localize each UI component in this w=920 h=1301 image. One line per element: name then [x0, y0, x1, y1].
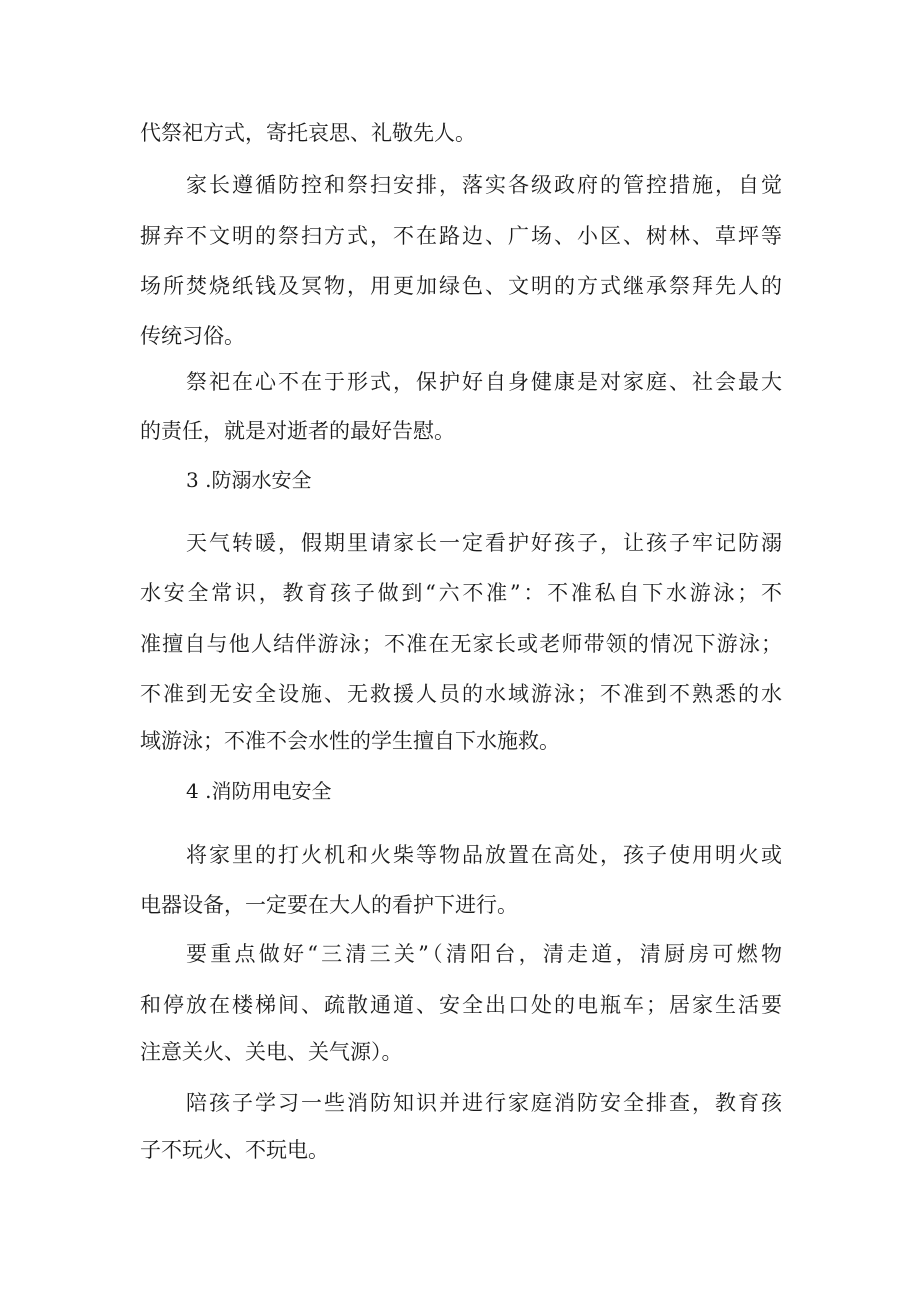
paragraph-line: 水安全常识，教育孩子做到“六不准”：不准私自下水游泳；不	[140, 581, 782, 605]
paragraph-line: 准擅自与他人结伴游泳；不准在无家长或老师带领的情况下游泳；	[140, 632, 782, 656]
paragraph-line: 天气转暖，假期里请家长一定看护好孩子，让孩子牢记防溺	[186, 531, 782, 555]
paragraph-line: 域游泳；不准不会水性的学生擅自下水施救。	[140, 729, 560, 753]
paragraph-line: 家长遵循防控和祭扫安排，落实各级政府的管控措施，自觉	[186, 173, 782, 197]
paragraph-line: 传统习俗。	[140, 324, 245, 348]
paragraph-line: 代祭祀方式，寄托哀思、礼敬先人。	[140, 121, 476, 145]
section-heading-fire: 4 .消防用电安全	[186, 779, 332, 803]
paragraph-line: 要重点做好“三清三关”（清阳台，清走道，清厨房可燃物	[186, 942, 782, 966]
paragraph-line: 摒弃不文明的祭扫方式，不在路边、广场、小区、树林、草坪等	[140, 224, 782, 248]
paragraph-line: 陪孩子学习一些消防知识并进行家庭消防安全排查，教育孩	[186, 1091, 782, 1115]
section-heading-drowning: 3 .防溺水安全	[186, 468, 312, 492]
paragraph-line: 场所焚烧纸钱及冥物，用更加绿色、文明的方式继承祭拜先人的	[140, 274, 782, 298]
paragraph-line: 祭祀在心不在于形式，保护好自身健康是对家庭、社会最大	[186, 370, 782, 394]
paragraph-line: 和停放在楼梯间、疏散通道、安全出口处的电瓶车；居家生活要	[140, 993, 782, 1017]
paragraph-line: 注意关火、关电、关气源）。	[140, 1040, 403, 1064]
paragraph-line: 子不玩火、不玩电。	[140, 1138, 329, 1162]
paragraph-line: 将家里的打火机和火柴等物品放置在高处，孩子使用明火或	[186, 843, 782, 867]
paragraph-line: 电器设备，一定要在大人的看护下进行。	[140, 893, 518, 917]
paragraph-line: 不准到无安全设施、无救援人员的水域游泳；不准到不熟悉的水	[140, 682, 782, 706]
paragraph-line: 的责任，就是对逝者的最好告慰。	[140, 419, 455, 443]
